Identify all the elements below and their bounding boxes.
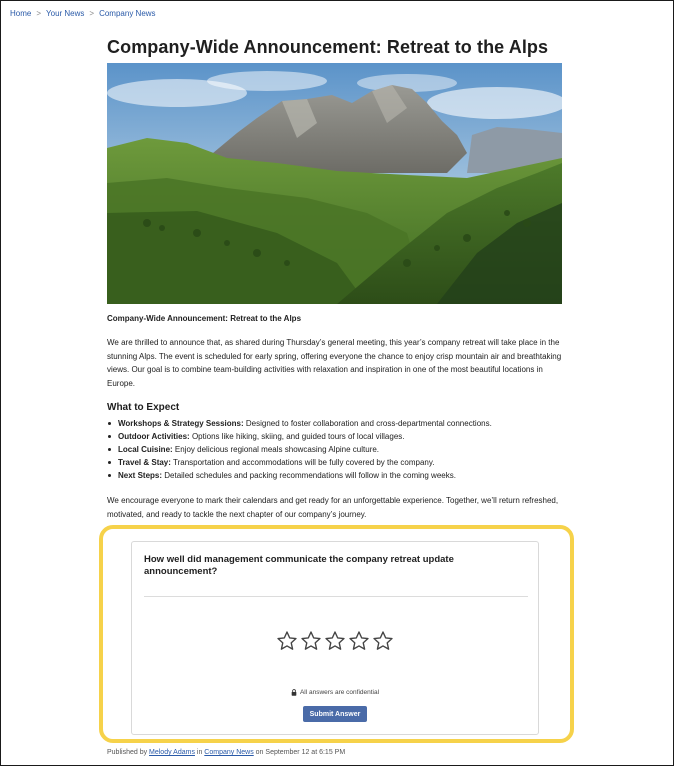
breadcrumb-company-news[interactable]: Company News (99, 9, 156, 18)
list-item (118, 430, 563, 443)
list-item (118, 469, 563, 482)
lock-icon (291, 689, 297, 696)
confidential-text: All answers are confidential (299, 689, 380, 696)
confidential-note (132, 689, 538, 696)
list-item-label: Next Steps: (118, 471, 163, 481)
breadcrumb-your-news[interactable]: Your News (46, 9, 85, 18)
list-item-label: Travel & Stay: (118, 458, 171, 468)
footer-suffix: on September 12 at 6:15 PM (253, 749, 346, 756)
breadcrumb-separator: > (36, 9, 42, 18)
closing-paragraph: We encourage everyone to mark their calendars and get ready for an unforgettable experience. Together, we’ll return refreshed, motivated, and ready to tackle the next chapter of our company’s journey. (107, 496, 559, 519)
list-item-text: Designed to foster collaboration and cross-departmental connections. (243, 419, 492, 429)
star-icon[interactable] (324, 630, 346, 652)
breadcrumb-separator: > (89, 9, 95, 18)
breadcrumb-home[interactable]: Home (10, 9, 32, 18)
list-item-label: Outdoor Activities: (118, 432, 190, 442)
star-icon[interactable] (372, 630, 394, 652)
list-item (118, 443, 563, 456)
published-footer (107, 749, 345, 756)
channel-link[interactable]: Company News (204, 749, 254, 756)
section-heading: What to Expect (107, 402, 180, 414)
list-item (118, 456, 563, 469)
list-item-text: Transportation and accommodations will be fully covered by the company. (170, 458, 435, 468)
star-icon[interactable] (276, 630, 298, 652)
star-icon[interactable] (300, 630, 322, 652)
survey-card (131, 541, 539, 735)
image-caption: Company-Wide Announcement: Retreat to the Alps (107, 314, 302, 323)
list-item-label: Local Cuisine: (118, 445, 173, 455)
list-item-text: Options like hiking, skiing, and guided tours of local villages. (189, 432, 405, 442)
article (107, 36, 563, 522)
intro-paragraph: We are thrilled to announce that, as shared during Thursday’s general meeting, this year’s company retreat will take place in the stunning Alps. The event is scheduled for early spring, offering everyone the chance to enjoy crisp mountain air and breathtaking views. Our goal is to combine team-building activities with relaxation and inspiration in one of the most beautiful locations in Europe. (107, 338, 562, 388)
survey-question: How well did management communicate the company retreat update announcement? (144, 554, 454, 577)
footer-prefix: Published by (107, 749, 150, 756)
author-link[interactable]: Melody Adams (149, 749, 195, 756)
star-icon[interactable] (348, 630, 370, 652)
hero-image (107, 63, 562, 304)
list-item (118, 417, 563, 430)
list-item-text: Enjoy delicious regional meals showcasing Alpine culture. (172, 445, 380, 455)
expect-list (107, 417, 563, 482)
breadcrumb (10, 9, 156, 18)
footer-middle: in (194, 749, 205, 756)
divider (144, 596, 528, 597)
page-title: Company-Wide Announcement: Retreat to the Alps (107, 37, 549, 57)
star-rating (276, 630, 394, 652)
list-item-text: Detailed schedules and packing recommendations will follow in the coming weeks. (162, 471, 456, 481)
list-item-label: Workshops & Strategy Sessions: (118, 419, 244, 429)
submit-answer-button[interactable]: Submit Answer (303, 706, 367, 722)
